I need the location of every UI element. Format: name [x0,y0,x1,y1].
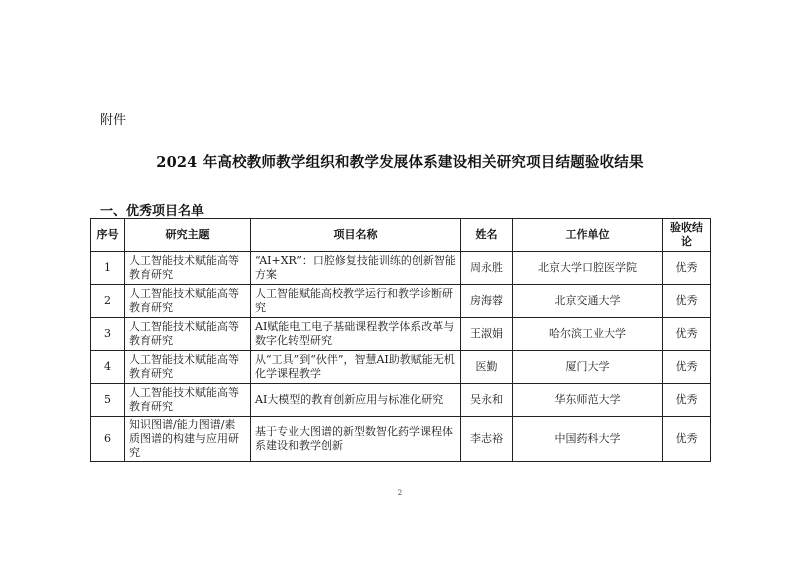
row-person-name: 李志裕 [461,417,513,462]
results-table [90,218,711,462]
table-header-row [91,219,711,252]
page-number: 2 [397,489,403,497]
header-person-name: 姓名 [461,219,513,252]
row-person-name: 医勤 [461,351,513,384]
row-project-name: “AI+XR”：口腔修复技能训练的创新智能方案 [251,252,461,285]
row-institution: 北京大学口腔医学院 [513,252,663,285]
row-institution: 北京交通大学 [513,285,663,318]
row-index: 2 [91,285,125,318]
row-index: 3 [91,318,125,351]
row-index: 1 [91,252,125,285]
row-person-name: 房海蓉 [461,285,513,318]
row-institution: 厦门大学 [513,351,663,384]
row-person-name: 吴永和 [461,384,513,417]
row-institution: 哈尔滨工业大学 [513,318,663,351]
table-row [91,285,711,318]
row-person-name: 王淑娟 [461,318,513,351]
header-index: 序号 [91,219,125,252]
row-topic: 人工智能技术赋能高等教育研究 [125,285,251,318]
row-index: 5 [91,384,125,417]
table-row [91,417,711,462]
table-row [91,384,711,417]
section-heading: 一、优秀项目名单 [100,204,205,219]
row-project-name: AI大模型的教育创新应用与标准化研究 [251,384,461,417]
row-index: 6 [91,417,125,462]
row-project-name: 从“工具”到“伙伴”，智慧AI助教赋能无机化学课程教学 [251,351,461,384]
row-conclusion: 优秀 [663,252,711,285]
table-row [91,318,711,351]
row-project-name: 基于专业大图谱的新型数智化药学课程体系建设和教学创新 [251,417,461,462]
header-conclusion: 验收结论 [663,219,711,252]
row-person-name: 周永胜 [461,252,513,285]
header-institution: 工作单位 [513,219,663,252]
row-topic: 人工智能技术赋能高等教育研究 [125,351,251,384]
row-index: 4 [91,351,125,384]
row-conclusion: 优秀 [663,384,711,417]
row-conclusion: 优秀 [663,285,711,318]
row-project-name: 人工智能赋能高校教学运行和教学诊断研究 [251,285,461,318]
row-institution: 中国药科大学 [513,417,663,462]
row-topic: 人工智能技术赋能高等教育研究 [125,384,251,417]
table-row [91,351,711,384]
row-topic: 知识图谱/能力图谱/素质图谱的构建与应用研究 [125,417,251,462]
row-conclusion: 优秀 [663,351,711,384]
row-conclusion: 优秀 [663,417,711,462]
row-conclusion: 优秀 [663,318,711,351]
table-row [91,252,711,285]
row-institution: 华东师范大学 [513,384,663,417]
document-title: 2024 年高校教师教学组织和教学发展体系建设相关研究项目结题验收结果 [156,154,644,171]
row-project-name: AI赋能电工电子基础课程教学体系改革与数字化转型研究 [251,318,461,351]
header-topic: 研究主题 [125,219,251,252]
row-topic: 人工智能技术赋能高等教育研究 [125,318,251,351]
header-project-name: 项目名称 [251,219,461,252]
attachment-label: 附件 [100,113,127,128]
row-topic: 人工智能技术赋能高等教育研究 [125,252,251,285]
